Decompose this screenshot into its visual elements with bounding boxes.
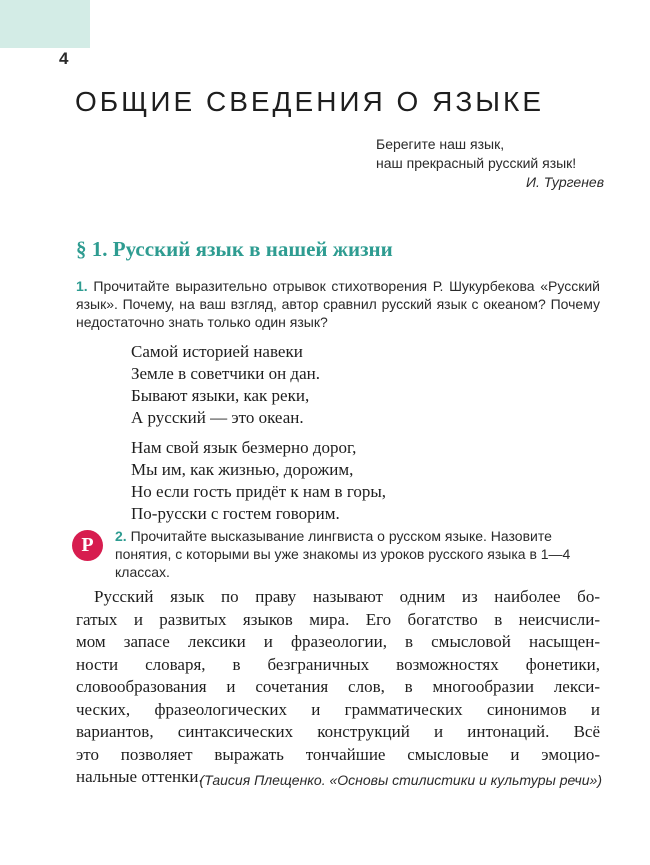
poem-line: А русский — это океан. [131, 408, 304, 427]
epigraph-author: И. Тургенев [526, 174, 604, 190]
poem-line: Бывают языки, как реки, [131, 386, 310, 405]
linguist-quote [76, 586, 600, 789]
quote-line: мом запасе лексики и фразеологии, в смысловой насыщен- [76, 632, 600, 651]
quote-line: словообразования и сочетания слов, в многообразии лекси- [76, 677, 600, 696]
quote-source: (Таисия Плещенко. «Основы стилистики и культуры речи») [199, 772, 602, 788]
exercise-1 [76, 277, 600, 331]
quote-line: Русский язык по праву называют одним из наиболее бо- [94, 587, 600, 606]
poem-line: Земле в советчики он дан. [131, 364, 320, 383]
exercise-text: Прочитайте высказывание лингвиста о русском языке. Назовите понятия, с которыми вы уже знакомы из уроков русского языка в 1—4 классах. [115, 528, 571, 580]
poem-stanza [131, 437, 386, 525]
poem-line: По-русски с гостем говорим. [131, 504, 340, 523]
quote-line: это позволяет выражать тончайшие смысловые и эмоцио- [76, 744, 600, 764]
epigraph-line: наш прекрасный русский язык! [376, 155, 577, 171]
quote-line: гатых и развитых языков мира. Его богатство в неисчисли- [76, 609, 600, 629]
poem-line: Нам свой язык безмерно дорог, [131, 438, 357, 457]
quote-line: вариантов, синтаксических конструкций и интонаций. Всё [76, 722, 600, 741]
quote-line: нальные оттенки. [76, 767, 203, 786]
speech-badge-icon: Р [72, 530, 103, 561]
chapter-title: ОБЩИЕ СВЕДЕНИЯ О ЯЗЫКЕ [75, 86, 545, 117]
poem-line: Но если гость придёт к нам в горы, [131, 482, 387, 501]
epigraph-line: Берегите наш язык, [376, 136, 505, 152]
poem-line: Мы им, как жизнью, дорожим, [131, 460, 354, 479]
epigraph [376, 135, 606, 192]
section-title: § 1. Русский язык в нашей жизни [76, 237, 393, 261]
quote-line: ческих, фразеологических и грамматических синонимов и [76, 699, 600, 719]
poem-line: Самой историей навеки [131, 342, 303, 361]
exercise-text: Прочитайте выразительно отрывок стихотворения Р. Шукурбекова «Русский язык». Почему, на ваш взгляд, автор сравнил русский язык с океаном? Почему недостаточно знать только один язык? [76, 278, 601, 330]
exercise-2 [115, 527, 600, 581]
exercise-number: 1. [76, 278, 88, 294]
exercise-number: 2. [115, 528, 127, 544]
page-number: 4 [59, 49, 69, 68]
quote-line: ности словаря, в безграничных возможностях фонетики, [76, 654, 600, 674]
poem-stanza [131, 341, 386, 429]
poem [131, 341, 386, 533]
page-tab [0, 0, 90, 48]
